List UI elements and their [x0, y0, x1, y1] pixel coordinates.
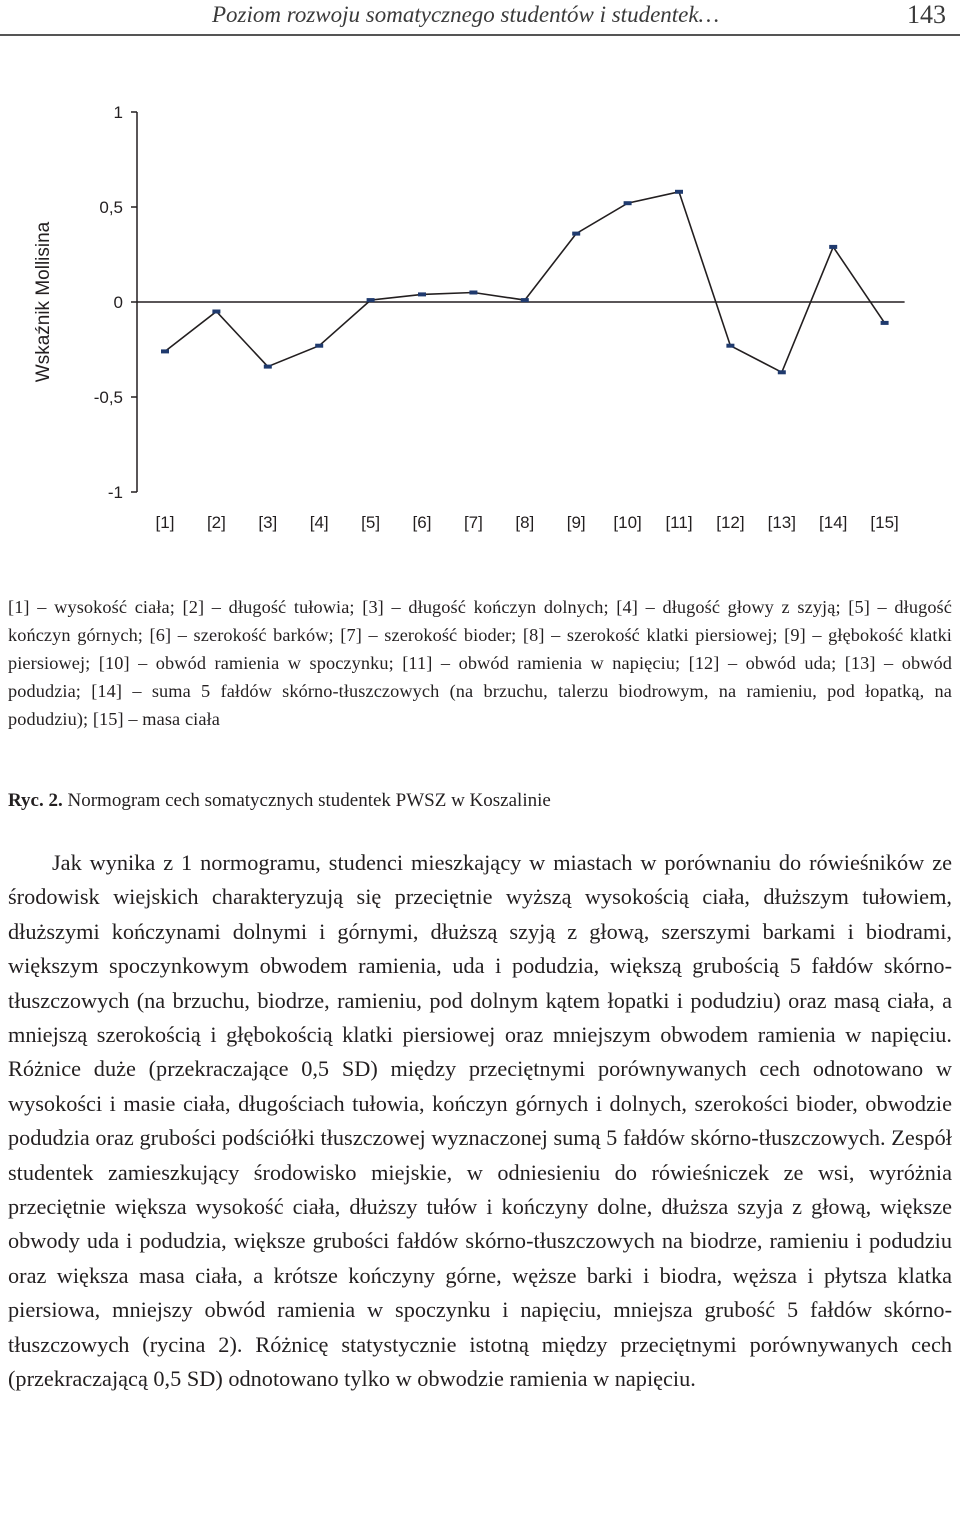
data-point: [264, 365, 272, 369]
x-tick-label: [4]: [309, 513, 329, 532]
series-polyline: [165, 192, 885, 372]
series-line: [161, 190, 889, 374]
x-tick-label: [5]: [361, 513, 381, 532]
header-rule: [0, 34, 960, 36]
data-point: [726, 344, 734, 348]
y-tick-label: 1: [113, 103, 123, 122]
body-paragraph: Jak wynika z 1 normogramu, studenci mieszkający w miastach w porównaniu do rówieśników ze środowisk wiejskich charakteryzują się przeciętnie wyższą wysokością ciała, dłuższym tułowiem, dłuższymi kończynami dolnymi i górnymi, dłuższą szyją z głową, szerszymi barkami i biodrami, większym spoczynkowym obwodem ramienia, uda i podudzia, większą grubością 5 fałdów skórno-tłuszczowych (na brzuchu, biodrze, ramieniu, pod dolnym kątem łopatki i podudziu) oraz masą ciała, a mniejszą szerokością i głębokością klatki piersiowej oraz mniejszym obwodem ramienia w napięciu. Różnice duże (przekraczające 0,5 SD) między przeciętnymi porównywanych cech odnotowano w wysokości i masie ciała, długościach tułowia, kończyn górnych i dolnych, szerokości bioder, obwodzie podudzia oraz grubości podściółki tłuszczowej wyznaczonej sumą 5 fałdów skórno-tłuszczowych. Zespół studentek zamieszkujący środowisko miejskie, w odniesieniu do rówieśniczek ze wsi, wyróżnia przeciętnie większa wysokość ciała, dłuższy tułów i kończyny dolne, dłuższa szyja z głową, większe obwody uda i podudzia, większe grubości fałdów skórno-tłuszczowych na biodrze, ramieniu i podudziu oraz większa masa ciała, a krótsze kończyny górne, węższe barki i biodra, węższa i płytsza klatka piersiowa, mniejszy obwód ramienia w spoczynku i napięciu, mniejsza grubość 5 fałdów skórno-tłuszczowych (rycina 2). Różnicę statystycznie istotną między przeciętnymi porównywanych cech (przekraczającą 0,5 SD) odnotowano tylko w obwodzie ramienia w napięciu.: [8, 850, 952, 1392]
data-point: [829, 245, 837, 249]
x-tick-label: [12]: [716, 513, 745, 532]
data-point: [469, 291, 477, 295]
figure-caption: [8, 790, 952, 812]
data-point: [778, 370, 786, 374]
body-text: [8, 846, 952, 1397]
y-axis-label: Wskaźnik Mollisina: [33, 221, 54, 383]
data-point: [315, 344, 323, 348]
x-tick-label: [11]: [665, 513, 693, 532]
data-point: [572, 232, 580, 236]
x-tick-label: [2]: [206, 513, 226, 532]
data-point: [675, 190, 683, 194]
y-tick-label: -0,5: [93, 388, 123, 407]
x-tick-label: [13]: [767, 513, 796, 532]
running-title: Poziom rozwoju somatycznego studentów i studentek…: [212, 2, 720, 27]
y-axis: [94, 103, 137, 502]
running-header: [0, 0, 960, 34]
data-point: [367, 298, 375, 302]
data-point: [212, 310, 220, 314]
y-tick-label: 0,5: [99, 198, 123, 217]
data-point: [418, 292, 426, 296]
x-tick-label: [7]: [463, 513, 483, 532]
data-point: [161, 349, 169, 353]
data-point: [881, 321, 889, 325]
x-tick-label: [6]: [412, 513, 432, 532]
data-point: [521, 298, 529, 302]
y-tick-label: 0: [113, 293, 123, 312]
page-number: 143: [907, 0, 946, 29]
figure-legend: [1] – wysokość ciała; [2] – długość tułowia; [3] – długość kończyn dolnych; [4] – długość głowy z szyją; [5] – długość kończyn górnych; [6] – szerokość barków; [7] – szerokość bioder; [8] – szerokość klatki piersiowej; [9] – głębokość klatki piersiowej; [10] – obwód ramienia w spoczynku; [11] – obwód ramienia w napięciu; [12] – obwód uda; [13] – obwód podudzia; [14] – suma 5 fałdów skórno-tłuszczowych (na brzuchu, talerzu biodrowym, na ramieniu, pod łopatką, na podudziu); [15] – masa ciała: [8, 597, 952, 729]
y-tick-label: -1: [107, 483, 123, 502]
caption-label: Ryc. 2.: [8, 790, 63, 811]
x-tick-label: [14]: [819, 513, 848, 532]
y-axis-label-group: [33, 221, 54, 382]
x-tick-label: [10]: [613, 513, 642, 532]
x-tick-label: [3]: [258, 513, 278, 532]
caption-text: Normogram cech somatycznych studentek PWSZ w Koszalinie: [62, 790, 551, 811]
x-tick-label: [9]: [566, 513, 586, 532]
x-tick-label: [15]: [870, 513, 899, 532]
x-tick-label: [1]: [155, 513, 175, 532]
x-tick-label: [8]: [515, 513, 535, 532]
x-axis: [137, 302, 905, 532]
data-point: [624, 201, 632, 205]
normogram-chart: [0, 90, 960, 550]
